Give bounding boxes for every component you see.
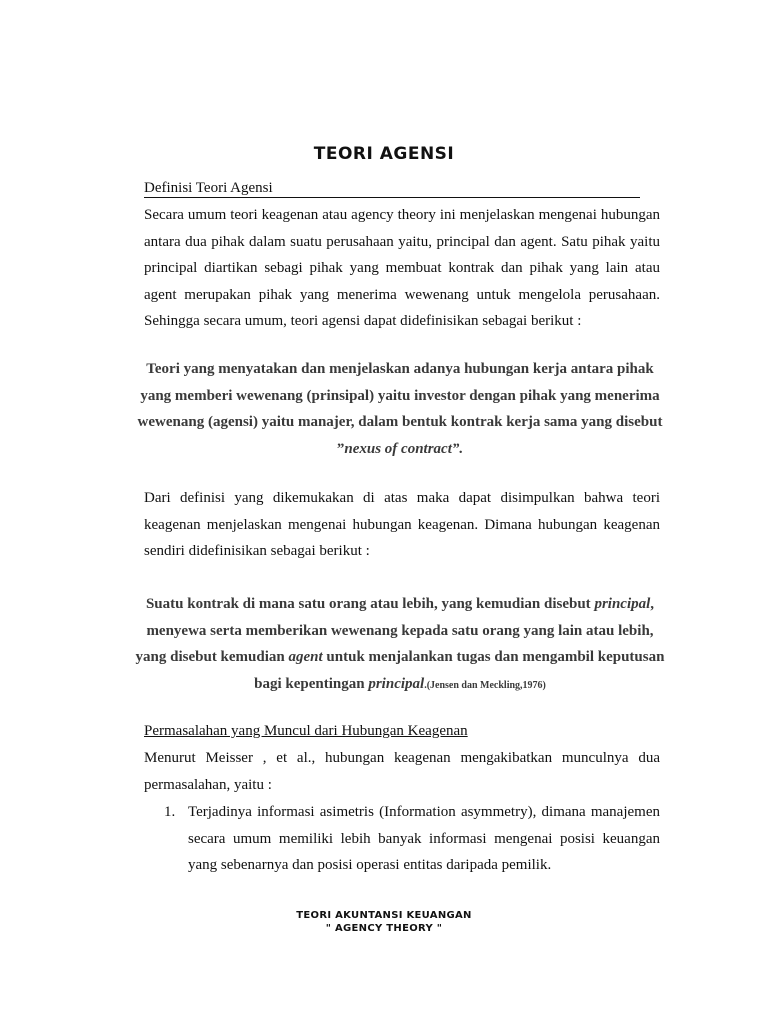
quote2-italic-principal: principal: [594, 596, 651, 612]
footer-topic: " AGENCY THEORY ": [325, 923, 443, 934]
quote2-citation: .(Jensen dan Meckling,1976): [424, 679, 546, 691]
section-heading-definisi-text: Definisi Teori Agensi: [144, 180, 273, 196]
quote2-part1: Suatu kontrak di mana satu orang atau lebih, yang kemudian disebut: [145, 596, 595, 612]
list-item: [144, 799, 660, 879]
permasalahan-list: [144, 799, 660, 879]
paragraph-permasalahan: Menurut Meisser , et al., hubungan keagenan mengakibatkan munculnya dua permasalahan, yaitu :: [144, 750, 660, 793]
quote-definition-text: Teori yang menyatakan dan menjelaskan adanya hubungan kerja antara pihak yang memberi wewenang (prinsipal) yaitu investor dengan pihak yang menerima wewenang (agensi) yaitu manajer, dalam bentuk kontrak kerja sama yang disebut ”: [137, 361, 663, 457]
document-title: TEORI AGENSI: [313, 144, 455, 164]
quote-definition-agency: [130, 356, 670, 462]
paragraph-definisi: Secara umum teori keagenan atau agency theory ini menjelaskan mengenai hubungan antara dua pihak dalam suatu perusahaan yaitu, principal dan agent. Satu pihak yaitu principal diartikan sebagi pihak yang membuat kontrak dan pihak yang lain atau agent merupakan pihak yang menerima wewenang untuk mengelola perusahaan. Sehingga secara umum, teori agensi dapat didefinisikan sebagai berikut :: [144, 207, 660, 330]
paragraph-kesimpulan: Dari definisi yang dikemukakan di atas maka dapat disimpulkan bahwa teori keagenan menjelaskan mengenai hubungan keagenan. Dimana hubungan keagenan sendiri didefinisikan sebagai berikut :: [144, 490, 660, 560]
list-item-number: 1.: [164, 804, 176, 820]
section-heading-permasalahan: Permasalahan yang Muncul dari Hubungan Keagenan: [144, 723, 468, 739]
quote2-part3: untuk menjalankan tugas dan mengambil keputusan bagi kepentingan: [254, 649, 665, 692]
list-item-text: Terjadinya informasi asimetris (Information asymmetry), dimana manajemen secara umum memiliki lebih banyak informasi mengenai posisi keuangan yang sebenarnya dan posisi operasi entitas daripada pemilik.: [188, 804, 660, 874]
section-heading-definisi: [144, 179, 640, 198]
quote2-part2: , menyewa serta memberikan wewenang kepada satu orang yang lain atau lebih, yang disebut kemudian: [135, 596, 655, 665]
quote-definition-italic: nexus of contract”.: [344, 440, 464, 457]
quote2-italic-principal-2: principal: [368, 675, 425, 692]
quote2-italic-agent: agent: [288, 649, 323, 665]
footer-course-title: TEORI AKUNTANSI KEUANGAN: [296, 910, 472, 921]
quote-hubungan-keagenan: [130, 591, 670, 699]
